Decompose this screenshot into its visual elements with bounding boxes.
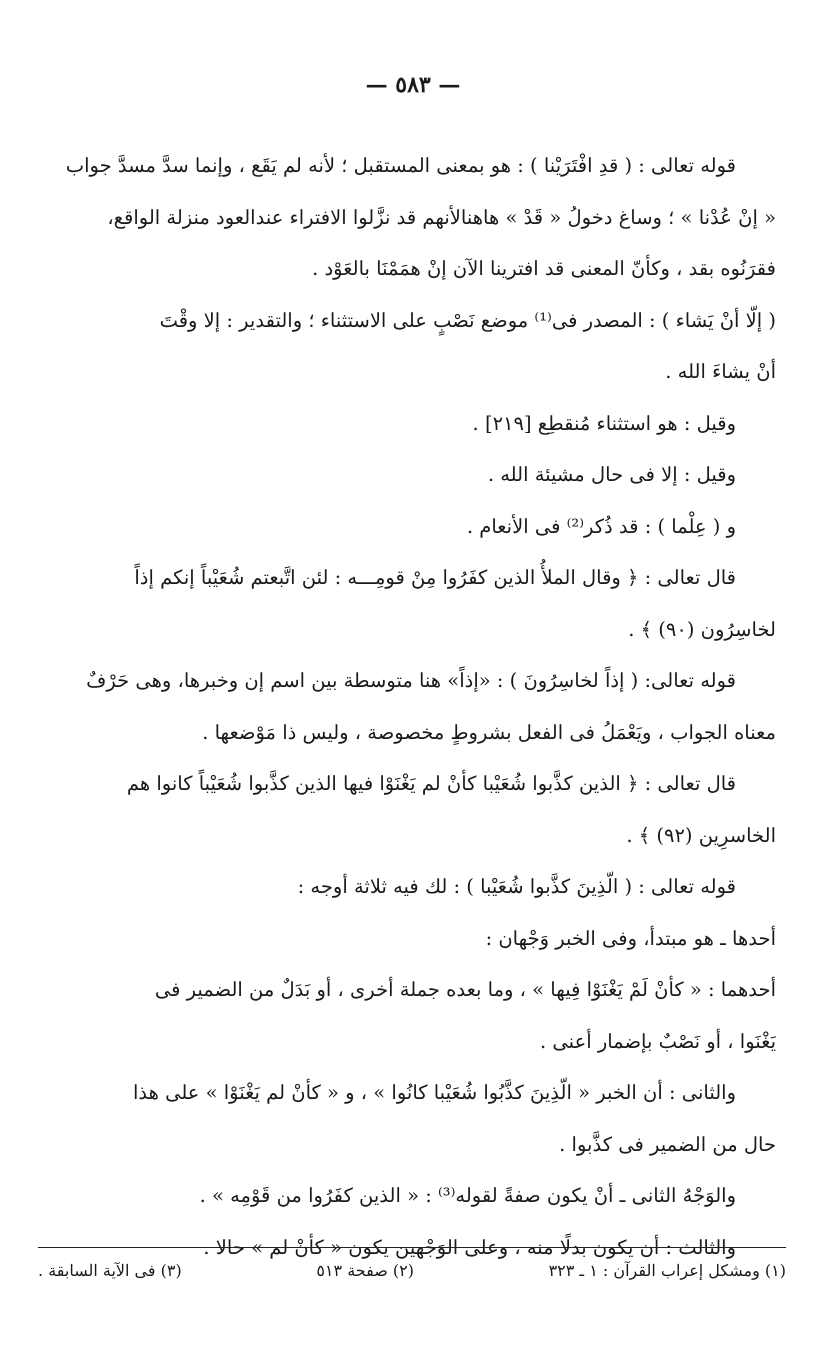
text-line: « إنْ عُدْنا » ؛ وساغ دخولُ « قَدْ » هاهنالأنهم قد نزَّلوا الافتراء عندالعود منزلة الواقع، [107,205,776,229]
text-line: والثانى : أن الخبر « الّذِينَ كذَّبُوا شُعَيْبا كانُوا » ، و « كأنْ لم يَغْنَوْا » على هذا [132,1081,736,1104]
body-text [46,140,776,1273]
footnote-divider [38,1247,786,1248]
quran-verse-line: قال تعالى : ﴿ الذين كذَّبوا شُعَيْبا كأنْ لم يَغْنَوْا فيها الذين كذَّبوا شُعَيْباً كانوا هم [126,772,736,795]
text-line: قوله تعالى: ( إذاً لخاسِرُونَ ) : «إذاً» هنا متوسطة بين اسم إن وخبرها، وهى حَرْفٌ [86,669,736,692]
text-line: ( إلّا أنْ يَشاء ) : المصدر فى⁽¹⁾ موضع نَصْبٍ على الاستثناء ؛ والتقدير : إلا وقْتَ [159,308,776,332]
text-line: و ( عِلْما ) : قد ذُكر⁽²⁾ فى الأنعام . [466,514,736,538]
text-line: حال من الضمير فى كذَّبوا . [559,1132,776,1156]
footnote-3: (٣) فى الآية السابقة . [38,1261,182,1280]
footnotes [38,1259,786,1283]
text-line: أنْ يشاءَ الله . [665,360,776,383]
text-line: معناه الجواب ، ويَعْمَلُ فى الفعل بشروطٍ مخصوصة ، وليس ذا مَوْضعها . [202,720,776,744]
text-line: وقيل : هو استثناء مُنقطِع [٢١٩] . [472,411,736,435]
text-line: والوَجْهُ الثانى ـ أنْ يكون صفةً لقوله⁽³⁾ : « الذين كفَرُوا من قَوْمِه » . [199,1184,736,1207]
text-line: وقيل : إلا فى حال مشيئة الله . [487,463,736,486]
text-line: أحدهما : « كأنْ لَمْ يَغْنَوْا فِيها » ، وما بعده جملة أخرى ، أو بَدَلٌ من الضمير فى [154,978,776,1001]
text-line: أحدها ـ هو مبتدأ، وفى الخبر وَجْهان : [485,926,776,950]
page-number: — ٥٨٣ — [365,72,461,98]
text-line: فقرَنُوه بقد ، وكأنّ المعنى قد افترينا الآن إنْ همَمْنَا بالعَوْد . [312,257,776,280]
footnote-1: (١) ومشكل إعراب القرآن : ١ ـ ٣٢٣ [548,1261,786,1280]
text-line: يَغْنَوا ، أو نَصْبٌ بإضمار أعنى . [540,1029,776,1053]
text-line: والثالث : أن يكون بدلًا منه ، وعلى الوَجْهين يكون « كأنْ لم » حالا . [203,1235,736,1259]
text-line: قوله تعالى : ( الّذِينَ كذَّبوا شُعَيْبا ) : لك فيه ثلاثة أوجه : [297,875,736,898]
text-line: قوله تعالى : ( قدِ افْتَرَيْنا ) : هو بمعنى المستقبل ؛ لأنه لم يَقَع ، وإنما سدَّ مسدَّ جواب [65,154,736,177]
footnote-2: (٢) صفحة ٥١٣ [316,1261,414,1280]
quran-verse-line: قال تعالى : ﴿ وقال الملأُ الذين كفَرُوا مِنْ قومِـــه : لئن اتَّبعتم شُعَيْباً إنكم إذاً [134,566,736,589]
quran-verse-line: لخاسِرُون (٩٠) ﴾ . [628,617,776,641]
quran-verse-line: الخاسرِين (٩٢) ﴾ . [626,823,776,847]
